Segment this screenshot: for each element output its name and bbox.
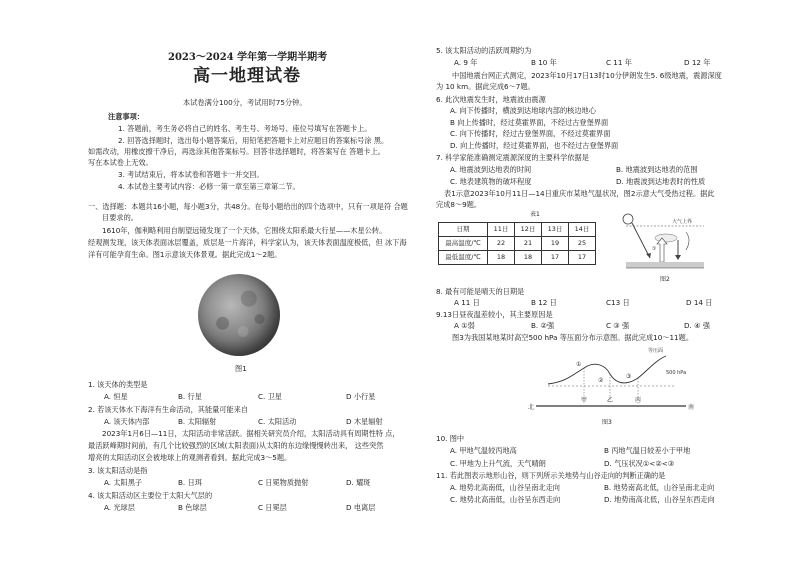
question-stem: 5. 该太阳活动的活跃周期约为 — [436, 46, 532, 55]
marker-label: ① — [576, 361, 582, 368]
option-c[interactable]: C ③ 强 — [606, 321, 630, 330]
option-c[interactable]: C. 地势北高南低，山谷呈东西走向 — [450, 495, 561, 504]
option-b[interactable]: B 丙地气温日较差小于甲地 — [604, 446, 691, 455]
question-stem: 4. 该太阳活动区主要位于太阳大气层的 — [88, 491, 213, 500]
solar-radiation-arrow — [632, 223, 650, 258]
question-stem: 10. 图中 — [436, 434, 465, 443]
option-c[interactable]: C. 卫星 — [258, 392, 282, 401]
option-c[interactable]: C. 向下传播时，经过古登堡界面，不经过莫霍界面 — [450, 129, 611, 138]
point-label: 丙 — [635, 397, 642, 404]
passage-line: 中国地震台网正式测定，2023年10月17日13时10分伊朗发生5. 6级地震，震源深度 — [452, 71, 722, 80]
table-cell: 最低温度/℃ — [439, 251, 488, 265]
table-row — [439, 237, 596, 251]
option-a[interactable]: A. 恒星 — [104, 392, 128, 401]
passage-line: 完成8～9题。 — [436, 200, 482, 209]
passage-line: 增亮的太阳活动区会被地球上的观测者看到。据此完成3～5题。 — [88, 453, 292, 462]
marker-label: ② — [598, 377, 604, 384]
option-a[interactable]: A. 9 年 — [454, 58, 478, 67]
notice-line: 2. 回答选择题时，选出每小题答案后，用铅笔把答题卡上对应题目的答案标号涂 黑。 — [118, 136, 389, 145]
question-stem: 2. 若该天体水下海洋有生命活动，其能量可能来自 — [88, 405, 249, 414]
arrow-head-icon — [646, 253, 651, 258]
option-a[interactable]: A. 甲地气温较丙地高 — [450, 446, 517, 455]
option-a[interactable]: A. 光球层 — [104, 503, 135, 512]
exam-term-title: 2023～2024 学年第一学期半期考 — [168, 52, 328, 63]
celestial-body-image — [198, 274, 280, 356]
option-b[interactable]: B. 地震波到达地表的范围 — [616, 165, 698, 174]
table-cell: 25 — [569, 237, 596, 251]
figure2-caption: 图2 — [660, 276, 670, 283]
arrow-head-icon — [675, 255, 681, 260]
figure1-caption: 图1 — [235, 364, 247, 373]
figure1-photo — [196, 272, 282, 358]
exam-main-title: 高一地理试卷 — [193, 66, 301, 86]
table-cell: 22 — [488, 237, 515, 251]
section-instruction: 目要求的。 — [102, 213, 138, 222]
option-d[interactable]: D. 气压状况①<②<③ — [604, 459, 675, 468]
option-b[interactable]: B 12 日 — [531, 298, 557, 307]
passage-line: 2023年1月6日—11日，太阳活动非常活跃。据相关研究员介绍，太阳活动具有周期性特 点， — [102, 429, 400, 438]
option-c[interactable]: C. 甲地为上升气流，天气晴朗 — [450, 459, 546, 468]
table-cell: 最高温度/℃ — [439, 237, 488, 251]
table-cell: 19 — [542, 237, 569, 251]
option-b[interactable]: B 10 年 — [531, 58, 557, 67]
table-cell: 21 — [515, 237, 542, 251]
question-stem: 1. 该天体的类型是 — [88, 380, 148, 389]
option-a[interactable]: A. 地势北高南低，山谷呈南北走向 — [450, 483, 560, 492]
option-d[interactable]: D. 地震波到达地表时的性质 — [616, 177, 706, 186]
table-header-cell: 12日 — [515, 223, 542, 237]
table-cell: 17 — [542, 251, 569, 265]
question-stem: 6. 此次地震发生时，地震波由震源 — [436, 95, 546, 104]
question-stem: 11. 若此图表示地形山谷，则下列所示关地势与山谷走向的判断正确的是 — [436, 471, 666, 480]
reflection-arrow — [686, 232, 689, 250]
table1-caption: 表1 — [530, 211, 540, 218]
notice-line: 1. 答题前，考生务必将自己的姓名、考生号、考场号、座位号填写在答题卡上。 — [118, 124, 372, 133]
option-d[interactable]: D. 向上传播时，经过莫霍界面，也不经过古登堡界面 — [450, 141, 619, 150]
option-c[interactable]: C. 地表建筑物的破坏程度 — [450, 177, 532, 186]
option-a[interactable]: A. 向下传播时，横波到达地球内部的核边地心 — [450, 106, 596, 115]
table-header-row — [439, 223, 596, 237]
pressure-level-label: 500 hPa — [666, 370, 687, 376]
question-stem: 3. 该太阳活动是指 — [88, 466, 148, 475]
table-header-cell: 11日 — [488, 223, 515, 237]
option-d[interactable]: D 小行星 — [346, 392, 376, 401]
table-cell: 17 — [569, 251, 596, 265]
passage-line: 经观测发现，该天体表面冰层覆盖，质层是一片海洋，科学家认为，该天体表面温度极低，但 冰下海 — [88, 238, 407, 247]
south-label: 南 — [688, 404, 695, 411]
notice-line: 3. 考试结束后，将本试卷和答题卡一并交回。 — [118, 170, 264, 179]
option-d[interactable]: D 木星辐射 — [346, 417, 383, 426]
table-row — [439, 251, 596, 265]
option-c[interactable]: C13 日 — [606, 298, 630, 307]
isobaric-label: 等压面 — [648, 348, 664, 354]
option-b[interactable]: B. 地势南高北低，山谷呈南北走向 — [604, 483, 715, 492]
question-stem: 7. 科学家能准确测定震源深度的主要科学依据是 — [436, 153, 589, 162]
table-cell: 18 — [515, 251, 542, 265]
option-b[interactable]: B 向上传播时，经过莫霍界面，不经过古登堡界面 — [450, 118, 609, 127]
ground-surface — [626, 262, 704, 268]
temperature-table — [438, 222, 596, 265]
option-a[interactable]: A 11 日 — [454, 298, 480, 307]
notice-line: 写在本试卷上无效。 — [88, 158, 153, 167]
option-a[interactable]: A. 地震波到达地表的时间 — [450, 165, 532, 174]
option-d[interactable]: D. 地势南高北低，山谷呈东西走向 — [604, 495, 715, 504]
option-c[interactable]: C 日冕层 — [258, 503, 287, 512]
option-c[interactable]: C 日冕物质抛射 — [258, 478, 309, 487]
passage-line: 表1示意2023年10月11日—14日重庆市某地气温状况，图2示意大气受热过程。据此 — [444, 189, 715, 198]
passage-line: 为 10 km。据此完成6～7题。 — [436, 82, 535, 91]
figure2-heating-diagram — [616, 210, 706, 276]
right-column — [436, 0, 776, 561]
marker-label: ③ — [626, 373, 632, 380]
table-header-cell: 14日 — [569, 223, 596, 237]
passage-line: 洋有可能孕育生命。图1示意该天体景观。据此完成1～2题。 — [88, 250, 282, 259]
option-d[interactable]: D 14 日 — [686, 298, 713, 307]
option-b[interactable]: B. ②强 — [531, 321, 555, 330]
option-b[interactable]: B 色球层 — [178, 503, 207, 512]
table-cell: 18 — [488, 251, 515, 265]
table-header-cell: 日期 — [439, 223, 488, 237]
left-column — [88, 0, 433, 561]
option-a[interactable]: A. 太阳黑子 — [104, 478, 143, 487]
cloud-icon — [655, 234, 677, 242]
notice-line: 4. 本试卷主要考试内容：必修一第一章至第三章第二节。 — [118, 182, 300, 191]
passage-line: 最活跃峰期时间前，有几个比较强烈的区域(太阳表面)从太阳的东边缘慢慢转出来， 这些突然 — [88, 441, 384, 450]
north-label: 北 — [528, 404, 535, 411]
option-a[interactable]: A ①弱 — [454, 321, 475, 330]
option-b[interactable]: B. 日珥 — [178, 478, 202, 487]
score-info: 本试卷满分100分，考试用时75分钟。 — [183, 98, 307, 107]
table-header-cell: 13日 — [542, 223, 569, 237]
section-instruction: 一、选择题：本题共16小题，每小题3分，共48分。在每小题给出的四个选项中，只有一项是符 合题 — [88, 202, 408, 211]
isobaric-curve — [548, 356, 666, 384]
option-d[interactable]: D 12 年 — [684, 58, 711, 67]
question-stem: 8. 最有可能是晴天的日期是 — [436, 287, 525, 296]
passage-line: 1610年，伽利略利用自制望远镜发现了一个天体，它围绕太阳系最大行星——木星公转。 — [102, 226, 387, 235]
notice-line: 如需改动，用橡皮擦干净后，再选涂其他答案标号。回答非选择题时，将答案写在 答题卡上。 — [88, 147, 385, 156]
marker-label: ① — [652, 246, 657, 252]
figure3-isobaric-diagram — [526, 342, 696, 416]
passage-line: 图3为我国某地某时高空500 hPa 等压面分布示意图。据此完成10～11题。 — [452, 333, 694, 342]
option-c[interactable]: C. 太阳活动 — [258, 417, 297, 426]
point-label: 甲 — [581, 397, 588, 404]
option-d[interactable]: D 电离层 — [346, 503, 376, 512]
notice-title: 注意事项： — [108, 112, 144, 121]
option-b[interactable]: B. 行星 — [178, 392, 202, 401]
option-a[interactable]: A. 该天体内部 — [104, 417, 150, 426]
option-d[interactable]: D. 耀斑 — [346, 478, 371, 487]
figure2-label: 大气上界 — [672, 219, 693, 225]
figure3-caption: 图3 — [602, 419, 612, 426]
sun-icon — [623, 214, 633, 224]
option-b[interactable]: B. 太阳辐射 — [178, 417, 217, 426]
point-label: 乙 — [607, 397, 614, 404]
question-stem: 9.13日昼夜温差较小，其主要原因是 — [436, 310, 553, 319]
option-d[interactable]: D. ④ 强 — [684, 321, 711, 330]
option-c[interactable]: C 11 年 — [606, 58, 632, 67]
